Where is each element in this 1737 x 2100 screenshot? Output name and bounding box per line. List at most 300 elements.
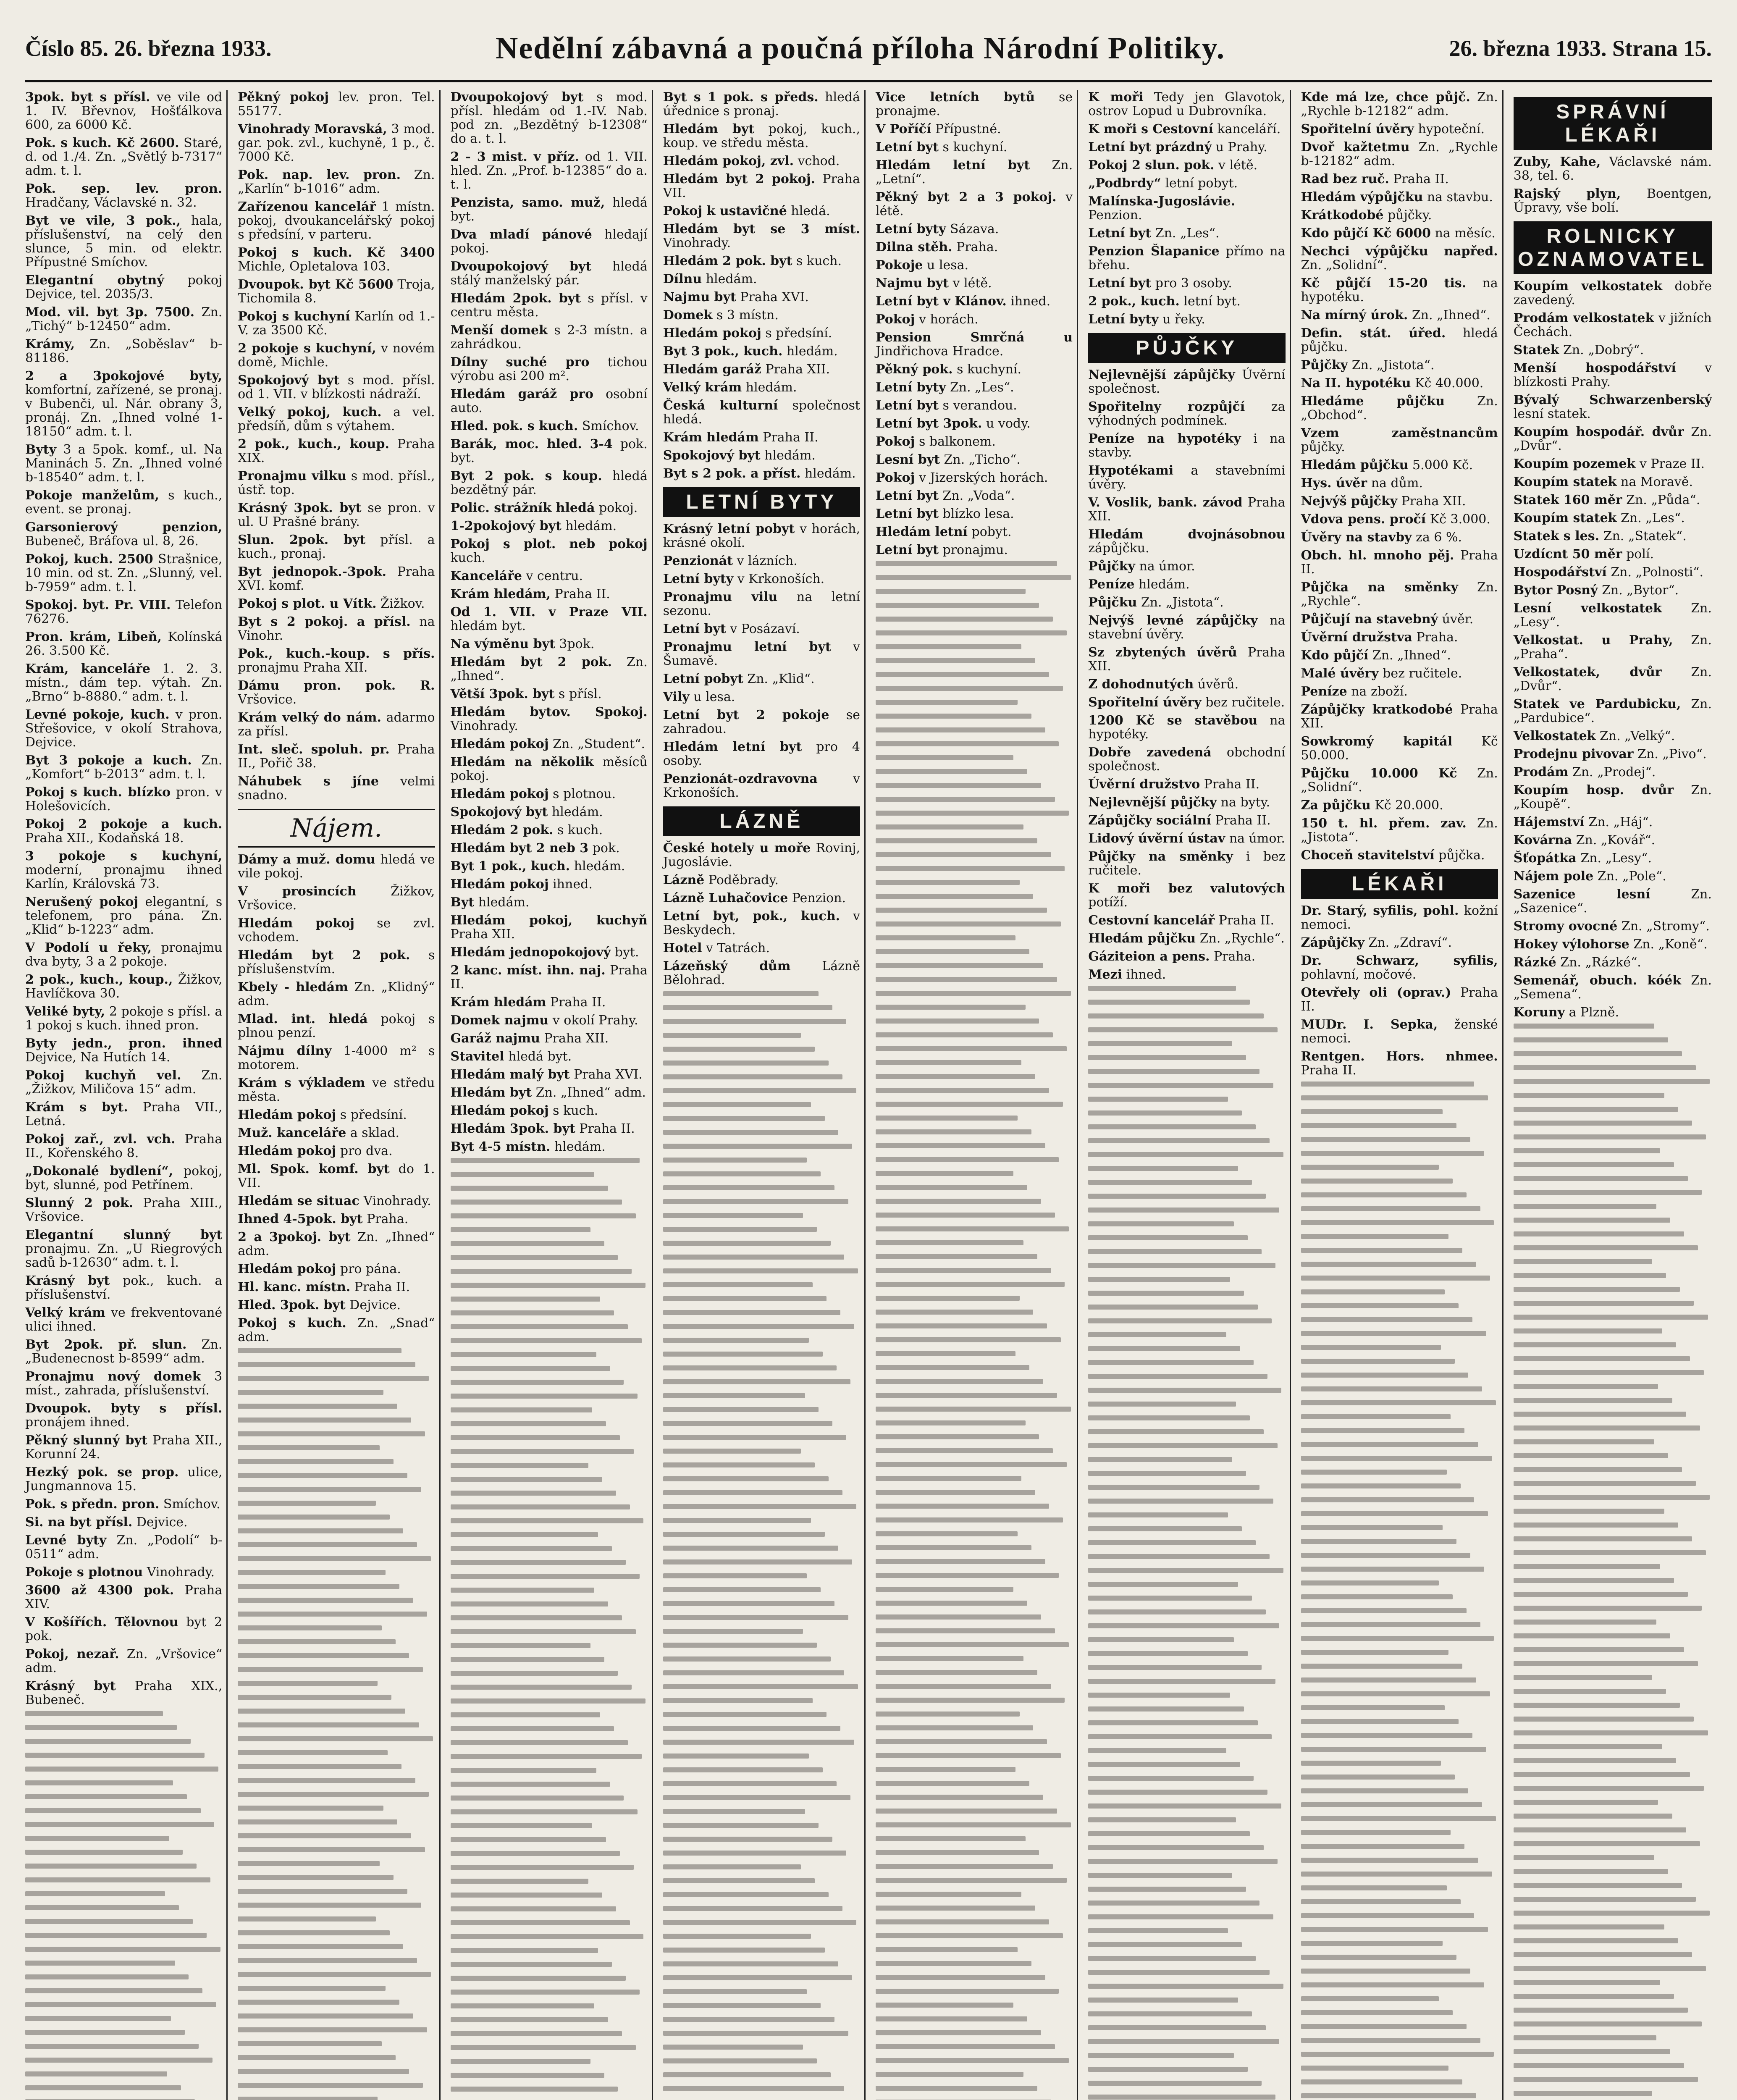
ad-headline: K moři [1088,90,1144,105]
classified-ad [25,552,222,594]
ad-headline: Dámu pron. pok. R. [238,678,435,693]
classified-ad [451,963,648,991]
ad-text: Zn. „Pivo“. [1637,747,1707,761]
classified-ad [1514,783,1712,811]
ad-text: Penzion. [792,891,846,906]
classified-ad [25,1533,222,1561]
ad-text: letní byt. [1183,294,1241,309]
classified-ad [451,437,648,465]
ad-headline: Velkostat. u Prahy, [1513,633,1673,648]
ad-headline: Úvěrní družstva [1301,630,1412,645]
classified-ad [663,909,860,937]
classified-ad [876,294,1073,308]
ad-headline: Choceň stavitelství [1301,848,1435,863]
classified-ad [663,690,860,704]
ad-headline: Hledám pokoj [238,1108,336,1122]
ad-headline: Dilna stěh. [876,240,952,255]
ad-text: Zn. „Polnosti“. [1611,565,1704,580]
ad-headline: Hledám pokoj [450,877,549,892]
ad-text: 5.000 Kč. [1412,458,1473,472]
ad-headline: Koruny [1513,1005,1565,1020]
classified-ad [238,310,435,337]
classified-ad [663,204,860,218]
ad-text: Praha II. [763,430,819,445]
illegible-text-filler [25,1711,222,2100]
ad-headline: Garáž najmu [450,1031,540,1046]
classified-ad [1514,583,1712,597]
ad-text: kanceláří. [1217,122,1281,136]
ad-headline: Letní byty [1088,312,1159,327]
ad-headline: Spokojový byt [450,805,548,819]
ad-headline: Pokoje [876,258,923,273]
ad-headline: Byt 3 pokoje a kuch. [25,753,192,768]
ad-headline: Dílnu [663,272,702,286]
classified-ad [25,785,222,813]
ad-text: Zn. „Soběslav“ b-81186. [25,337,223,365]
illegible-text-filler [451,1158,648,2100]
ad-text: Praha II., Kořenského 8. [25,1132,223,1160]
ad-headline: Zápůjčky sociální [1088,813,1211,828]
ad-text: přísl. a kuch., pronaj. [238,533,435,561]
ad-text: Zn. „Solidní“. [1301,258,1388,273]
ad-headline: Hledám byt [663,122,755,136]
ad-headline: Pokoj, nezař. [25,1647,119,1662]
ad-headline: Spořitelny rozpůjčí [1088,399,1245,414]
ad-headline: Mlad. int. hledá [238,1012,368,1026]
ad-text: Zn. „Zdraví“. [1368,935,1452,950]
classified-ad [1088,646,1285,673]
ad-headline: Lesní velkostatek [1513,601,1662,616]
classified-ad [1301,703,1498,730]
classified-ad [1301,630,1498,644]
ad-text: Tedy jen Glavotok, ostrov Lopud u Dubrovníka. [1088,90,1286,118]
classified-ad [663,399,860,426]
classified-ad [876,122,1073,136]
classified-ad [238,774,435,802]
ad-headline: Rad bez ruč. [1301,172,1389,186]
ad-text: Praha XII. [1401,494,1466,509]
ad-headline: Otevřely oli (oprav.) [1301,985,1451,1000]
classified-ad [25,520,222,548]
ad-text: Zn. „Komfort“ b-2013“ adm. t. l. [25,753,223,782]
ad-text: Penzion. [1088,208,1142,223]
ad-text: Poděbrady. [708,873,779,887]
ad-headline: Ihned 4-5pok. byt [238,1212,363,1226]
ad-headline: Česká kulturní [663,398,778,413]
classified-ad [663,891,860,905]
ad-headline: Letní byt 2 pokoje [663,708,829,722]
ad-headline: Pok. s kuch. Kč 2600. [25,136,179,150]
ad-text: půjčka. [1438,848,1485,863]
ad-text: Zn. „Ticho“. [944,452,1021,467]
ad-text: Zn. „Voda“. [942,488,1015,503]
ad-text: Dejvice, Na Hutích 14. [25,1050,171,1065]
classified-ad [238,948,435,976]
ad-text: v horách. [918,312,979,327]
ad-headline: Byty [25,442,57,457]
ad-text: a stavebními úvěry. [1088,463,1286,492]
classified-ad [451,687,648,701]
classified-ad [238,1262,435,1276]
ad-text: s balkonem. [918,434,996,449]
ad-headline: Statek s les. [1513,529,1600,543]
classified-ad [1301,685,1498,698]
classified-ad [1088,464,1285,491]
ad-text: úvěrů. [1197,677,1239,692]
classified-ad [451,1086,648,1100]
classified-ad [238,405,435,433]
ad-text: Zn. „Rychle b-12182“ adm. [1301,90,1498,118]
ad-text: ihned. [1126,967,1166,982]
ad-text: Praha. [1416,630,1458,645]
classified-column-1 [21,90,228,2100]
classified-ad [451,655,648,683]
classified-ad [876,417,1073,430]
ad-headline: Hledám jednopokojový [450,945,611,960]
classified-ad [1301,140,1498,168]
ad-text: na měsíc. [1435,226,1496,241]
ad-text: Kč 20.000. [1375,798,1443,813]
ad-headline: Pokoj s kuch. Kč 3400 [238,245,435,260]
classified-ad [876,158,1073,186]
ad-headline: Pokoje manželům, [25,488,159,503]
ad-text: lev. pron. Tel. 55177. [238,90,435,118]
ad-headline: Penzionát-ozdravovna [663,772,818,786]
classified-ad [25,136,222,178]
ad-headline: Prodám velkostatek [1513,311,1654,326]
classified-ad [25,817,222,845]
ad-text: s přísl. [559,687,602,701]
ad-text: s 3 místn. [716,308,779,323]
ad-headline: Hledám pokoj [238,1144,336,1158]
classified-ad [663,272,860,286]
classified-ad [663,122,860,150]
ad-headline: Kbely - hledám [238,980,348,995]
ad-text: Zn. „Ihned“. [450,655,648,683]
ad-text: Boentgen, Úpravy, vše bolí. [1513,186,1712,215]
classified-ad [451,260,648,287]
ad-headline: 3pok. byt s přísl. [25,90,150,105]
ad-headline: Hledám pokoj [450,787,549,801]
classified-ad [25,1565,222,1579]
classified-ad [25,1068,222,1096]
classified-ad [1301,1018,1498,1045]
ad-text: ve frekventované ulici ihned. [25,1305,223,1334]
ad-text: u lesa. [693,690,735,704]
classified-ad [451,291,648,319]
section-heading: LÉKAŘI [1301,869,1498,899]
ad-headline: Hledám byt 2 neb 3 [450,841,589,856]
classified-ad [1514,511,1712,525]
classified-ad [1514,343,1712,357]
classified-ad [25,1515,222,1529]
section-heading: LÁZNĚ [663,806,860,836]
ad-headline: Rajský plyn, [1513,186,1621,201]
classified-ad [451,1068,648,1082]
classified-ad [1301,426,1498,454]
ad-headline: Nejlevnější zápůjčky [1088,368,1235,382]
ad-text: hledám. [764,448,816,463]
classified-ad [25,1037,222,1064]
ad-text: na stavební úvěry. [1088,613,1286,642]
ad-headline: Hokey výlohorse [1513,937,1629,952]
ad-text: s předsíní. [765,326,832,341]
ad-headline: Koupím statek [1513,475,1617,489]
ad-headline: V Poříčí [876,122,931,136]
ad-headline: Letní byt [876,488,939,503]
ad-text: Praha XIV. [25,1583,223,1612]
ad-text: Praha II. [354,1280,410,1294]
ad-headline: Koupím velkostatek [1513,279,1663,294]
classified-ad [1088,950,1285,963]
ad-headline: Slunný 2 pok. [25,1196,134,1210]
classified-ad [1301,798,1498,812]
ad-headline: Velký krám [25,1305,105,1320]
ad-text: Vinohrady. [450,719,518,733]
ad-text: Zn. „Koupě“. [1513,783,1712,811]
ad-text: s kuch. [796,254,842,268]
ad-text: v létě. [876,190,1073,218]
ad-text: Zn. „Koně“. [1633,937,1708,952]
classified-ad [663,449,860,462]
ad-headline: Domek najmu [450,1013,549,1028]
ad-headline: Hledám pokoj [663,326,761,341]
ad-headline: Náhubek s jíne [238,774,379,789]
ad-headline: Dvoupokojový byt [450,90,584,105]
ad-text: u Prahy. [1215,140,1267,155]
ad-text: Zn. „Pardubice“. [1513,697,1712,725]
ad-text: Dejvice. [136,1515,188,1530]
ad-text: zápůjčku. [1088,541,1149,556]
classified-ad [1514,547,1712,561]
ad-headline: Hledám byt [450,1085,532,1100]
ad-headline: Gáziteion a pens. [1088,949,1210,964]
ad-text: společnost hledá. [663,398,860,427]
ad-headline: Sowkromý kapitál [1301,734,1453,749]
classified-ad [451,419,648,433]
ad-text: pokoj, byt, slunné, pod Petřínem. [25,1164,223,1192]
ad-headline: MUDr. I. Sepka, [1301,1017,1438,1032]
classified-column-8 [1509,90,1716,2100]
classified-ad [238,200,435,242]
ad-text: Zn. „Pole“. [1597,869,1666,884]
classified-ad [663,740,860,768]
ad-text: Praha XIX. [238,437,435,465]
classified-ad [451,387,648,415]
ad-text: s přísl. v centru města. [450,291,648,320]
ad-text: i bez ručitele. [1088,849,1286,878]
ad-headline: 2 pokoje s kuchyní, [238,341,376,356]
ad-text: Zn. „Velký“. [1600,729,1675,743]
classified-ad [238,90,435,118]
classified-ad [25,443,222,484]
ad-headline: Hledám bytov. Spokoj. [450,705,648,719]
classified-ad [1088,176,1285,190]
section-heading: PŮJČKY [1088,333,1285,363]
classified-ad [1301,735,1498,762]
illegible-text-filler [663,991,860,2100]
ad-headline: Letní byt [876,398,939,413]
classified-ad [663,430,860,444]
ad-headline: Hledám byt 2 pokoj. [663,172,815,186]
classified-ad [876,435,1073,449]
ad-headline: Pronajmu letní byt [663,640,831,654]
classified-ad [1514,887,1712,915]
classified-ad [663,290,860,304]
ad-text: se zvl. vchodem. [238,916,435,945]
ad-headline: Hezký pok. se prop. [25,1465,179,1480]
classified-column-5 [871,90,1078,2100]
classified-ad [451,841,648,855]
ad-headline: Hledám garáž [663,362,761,377]
ad-headline: Hled. 3pok. byt [238,1298,346,1312]
classified-ad [1088,832,1285,845]
ad-headline: Krám, kanceláře [25,662,150,676]
ad-headline: Pronajmu nový domek [25,1369,201,1384]
classified-ad [1514,425,1712,453]
ad-headline: Stavitel [450,1049,504,1064]
ad-headline: Od 1. VII. v Praze VII. [450,605,648,620]
ad-text: půjčky. [1388,208,1432,223]
ad-text: Zn. „Kovář“. [1576,833,1656,848]
ad-headline: Pokoj k ustavičné [663,204,787,218]
ad-text: Praha II. [1301,985,1498,1014]
classified-column-4 [659,90,866,2100]
ad-text: Praha XII. [450,927,515,942]
ad-text: Zn. „Snad“ adm. [238,1316,435,1344]
ad-text: Zn. „Lesy“. [1580,851,1652,866]
classified-ad [663,841,860,869]
classified-ad [1301,190,1498,204]
ad-headline: Letní byt [876,140,939,155]
classified-ad [1088,276,1285,290]
ad-headline: Krámy, [25,337,75,352]
classified-ad [25,488,222,516]
ad-text: hledá. [791,204,830,218]
ad-text: hledá byt. [450,195,648,224]
ad-headline: Lázně [663,873,705,887]
classified-ad [25,1228,222,1270]
ad-headline: Hledám byt se 3 míst. [663,222,860,236]
classified-ad [663,362,860,376]
classified-ad [1088,158,1285,172]
ad-text: Praha XIX., Bubeneč. [25,1679,223,1707]
ad-text: 1 místn. pokoj, dvoukancelářský pokoj s předsíní, v parteru. [238,200,435,242]
classified-ad [1088,850,1285,877]
ad-text: hledá byt. [508,1049,572,1064]
ad-headline: Hledám dvojnásobnou [1088,527,1286,542]
classified-ad [25,708,222,749]
ad-text: hala, příslušenství, na celý den slunce, 5 min. od elektr. Přípustné Smíchov. [25,213,223,270]
ad-headline: Letní byt prázdný [1088,140,1212,155]
ad-headline: Hledám půjčku [1301,458,1409,472]
classified-ad [1301,512,1498,526]
ad-text: na Vinohr. [238,614,435,643]
ad-headline: Za půjčku [1301,798,1371,813]
ad-text: v Posázaví. [730,622,800,636]
classified-ad [1088,400,1285,428]
ad-headline: Rázké [1513,955,1556,970]
classified-ad [25,753,222,781]
ad-headline: Letní byt [1088,276,1152,291]
ad-text: bez ručitele. [1205,695,1285,710]
ad-text: ulice, Jungmannova 15. [25,1465,223,1494]
classified-ad [25,1583,222,1611]
ad-text: Zn. „Ihned“ adm. [238,1230,435,1258]
ad-headline: 1-2pokojový byt [450,519,562,533]
classified-ad [25,1338,222,1365]
supplement-title: Nedělní zábavná a poučná příloha Národní Politiky. [495,31,1225,66]
ad-headline: Hl. kanc. místn. [238,1280,351,1294]
illegible-text-filler [876,561,1073,2100]
ad-headline: Velkostatek [1513,729,1596,743]
classified-ad [1301,276,1498,304]
classified-ad [1301,848,1498,862]
ad-text: Přípustné. [935,122,1001,136]
classified-ad [451,705,648,733]
ad-headline: Kde má lze, chce půjč. [1301,90,1470,105]
ad-text: Kč 40.000. [1415,376,1484,391]
ad-headline: Lesní byt [876,452,940,467]
classified-ad [1088,814,1285,827]
classified-ad [663,326,860,340]
classified-ad [1301,549,1498,576]
classified-ad [1301,612,1498,626]
ad-headline: Hledám pokoj [450,737,549,751]
classified-ad [1301,816,1498,844]
ad-text: na stavbu. [1427,190,1493,205]
ad-headline: 2 pok., kuch. [1088,294,1180,309]
section-heading: ROLNICKY OZNAMOVATEL [1514,221,1712,274]
ad-text: ve vile od 1. IV. Břevnov, Hošťálkova 600, za 6000 Kč. [25,90,223,132]
ad-headline: Hledám letní byt [663,740,802,754]
classified-ad [663,772,860,800]
classified-ad [1514,311,1712,339]
classified-ad [1301,172,1498,186]
ad-text: pobyt. [971,525,1012,539]
ad-headline: Hledám 2 pok. [450,823,554,837]
classified-ad [1088,614,1285,641]
classified-ad [663,941,860,955]
ad-headline: Dr. Schwarz, syfilis, [1301,953,1498,968]
ad-headline: Statek ve Pardubicku, [1513,697,1681,711]
classified-ad [238,246,435,273]
ad-text: Karlín od 1.-V. za 3500 Kč. [238,309,435,338]
classified-ad [663,254,860,268]
ad-headline: V Košířích. Tělovnou [25,1615,178,1630]
ad-text: Zn. „Dvůr“. [1513,665,1712,693]
ad-headline: Krám s výkladem [238,1076,365,1090]
ad-text: a sklad. [350,1126,400,1140]
ad-headline: Krám velký do nám. [238,710,381,725]
ad-text: Zn. „Rychle b-12182“ adm. [1301,140,1498,168]
ad-headline: Muž. kanceláře [238,1126,346,1140]
classified-ad [1301,494,1498,508]
ad-text: na letní sezonu. [663,590,860,618]
ad-headline: Letní byt v Klánov. [876,294,1007,309]
classified-ad [451,90,648,146]
ad-headline: Spořitelní úvěry [1088,695,1202,710]
ad-headline: Velký krám [663,380,742,395]
ad-headline: Lidový úvěrní ústav [1088,831,1225,846]
classified-ad [663,344,860,358]
ad-text: Zn. „Les“. [1155,226,1220,241]
classified-ad [25,941,222,969]
classified-ad [1088,677,1285,691]
ad-headline: Na mírný úrok. [1301,308,1408,323]
ad-text: se pronajme. [876,90,1073,118]
classified-ad [663,381,860,394]
